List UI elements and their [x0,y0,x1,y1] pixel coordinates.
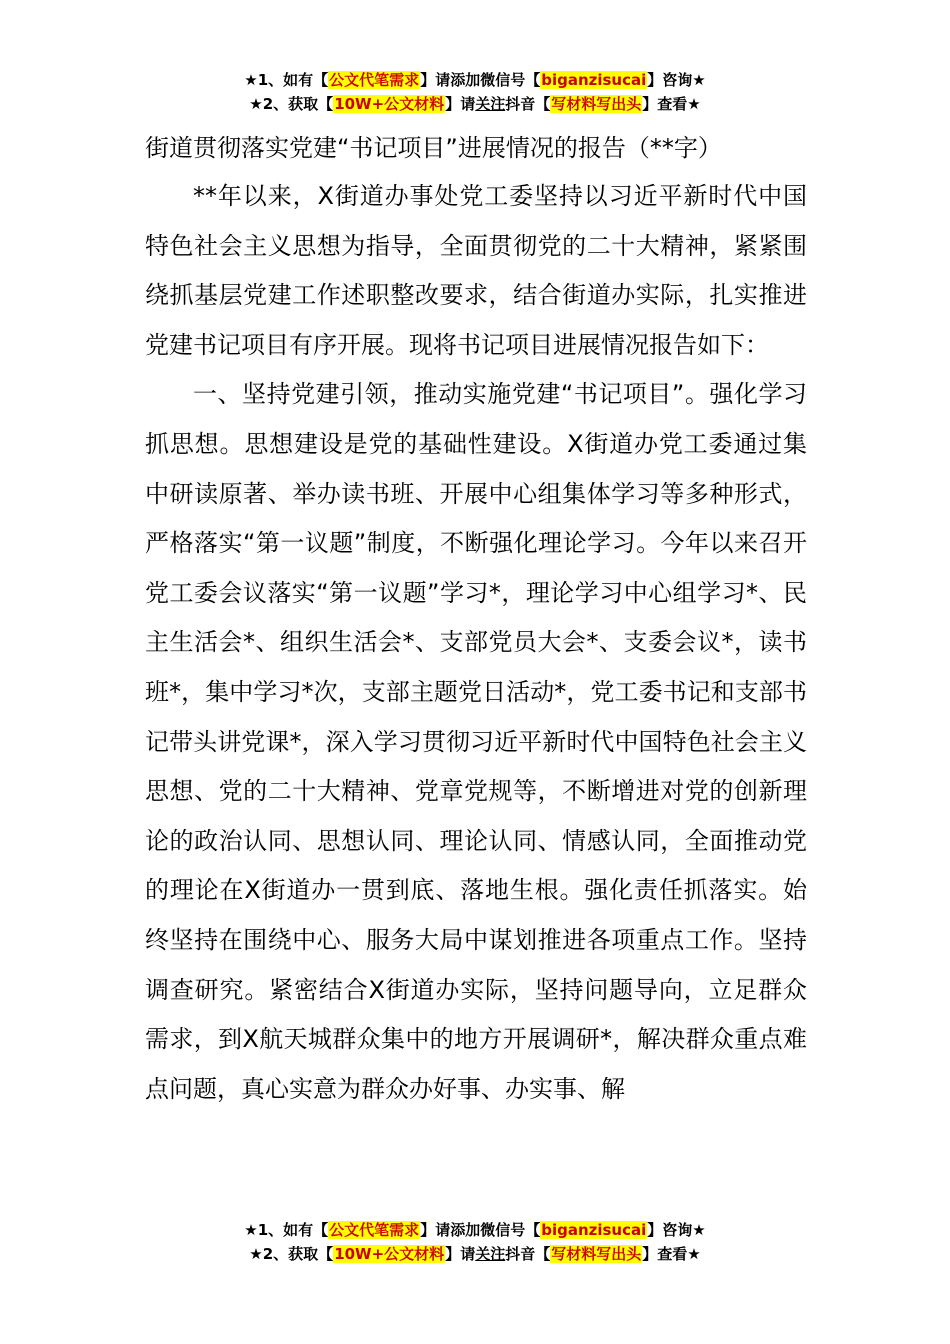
banner-text: ★2、获取【 [249,1245,334,1263]
highlight-materials: 10W+公文材料 [334,95,445,113]
banner-text: 】请添加微信号【 [420,71,541,89]
banner-line-2 [0,1242,950,1266]
banner-underlined-text: 关注 [475,1245,506,1263]
banner-text: ★1、如有【 [244,71,329,89]
highlight-wechat-id: biganzisucai [541,71,647,89]
paragraph: **年以来，X街道办事处党工委坚持以习近平新时代中国特色社会主义思想为指导，全面贯彻党的二十大精神，紧紧围绕抓基层党建工作述职整改要求，结合街道办实际，扎实推进党建书记项目有序开展。现将书记项目进展情况报告如下： [145,182,807,359]
footer-banner [0,1218,950,1266]
banner-text: 】咨询★ [647,1221,706,1239]
banner-text: 】查看★ [642,95,701,113]
banner-text: 】咨询★ [647,71,706,89]
banner-underlined-text: 关注 [475,95,506,113]
banner-line-1 [0,68,950,92]
highlight-materials: 10W+公文材料 [334,1245,445,1263]
banner-text: ★1、如有【 [244,1221,329,1239]
highlight-douyin: 写材料写出头 [551,95,642,113]
document-body [145,172,807,1114]
banner-text: 抖音【 [505,95,551,113]
document-title: 街道贯彻落实党建“书记项目”进展情况的报告（**字） [145,134,722,162]
banner-text: ★2、获取【 [249,95,334,113]
paragraph: 一、坚持党建引领，推动实施党建“书记项目”。强化学习抓思想。思想建设是党的基础性建设。X街道办党工委通过集中研读原著、举办读书班、开展中心组集体学习等多种形式，严格落实“第一议题”制度，不断强化理论学习。今年以来召开党工委会议落实“第一议题”学习*，理论学习中心组学习*、民主生活会*、组织生活会*、支部党员大会*、支委会议*，读书班*，集中学习*次，支部主题党日活动*，党工委书记和支部书记带头讲党课*，深入学习贯彻习近平新时代中国特色社会主义思想、党的二十大精神、党章党规等，不断增进对党的创新理论的政治认同、思想认同、理论认同、情感认同，全面推动党的理论在X街道办一贯到底、落地生根。强化责任抓落实。始终坚持在围绕中心、服务大局中谋划推进各项重点工作。坚持调查研究。紧密结合X街道办实际，坚持问题导向，立足群众需求，到X航天城群众集中的地方开展调研*，解决群众重点难点问题，真心实意为群众办好事、办实事、解 [145,380,807,1103]
banner-text: 】查看★ [642,1245,701,1263]
banner-line-1 [0,1218,950,1242]
banner-text: 】请 [445,1245,476,1263]
banner-text: 】请 [445,95,476,113]
highlight-service: 公文代笔需求 [329,1221,420,1239]
banner-text: 】请添加微信号【 [420,1221,541,1239]
banner-text: 抖音【 [505,1245,551,1263]
highlight-wechat-id: biganzisucai [541,1221,647,1239]
highlight-douyin: 写材料写出头 [551,1245,642,1263]
banner-line-2 [0,92,950,116]
highlight-service: 公文代笔需求 [329,71,420,89]
header-banner [0,68,950,116]
